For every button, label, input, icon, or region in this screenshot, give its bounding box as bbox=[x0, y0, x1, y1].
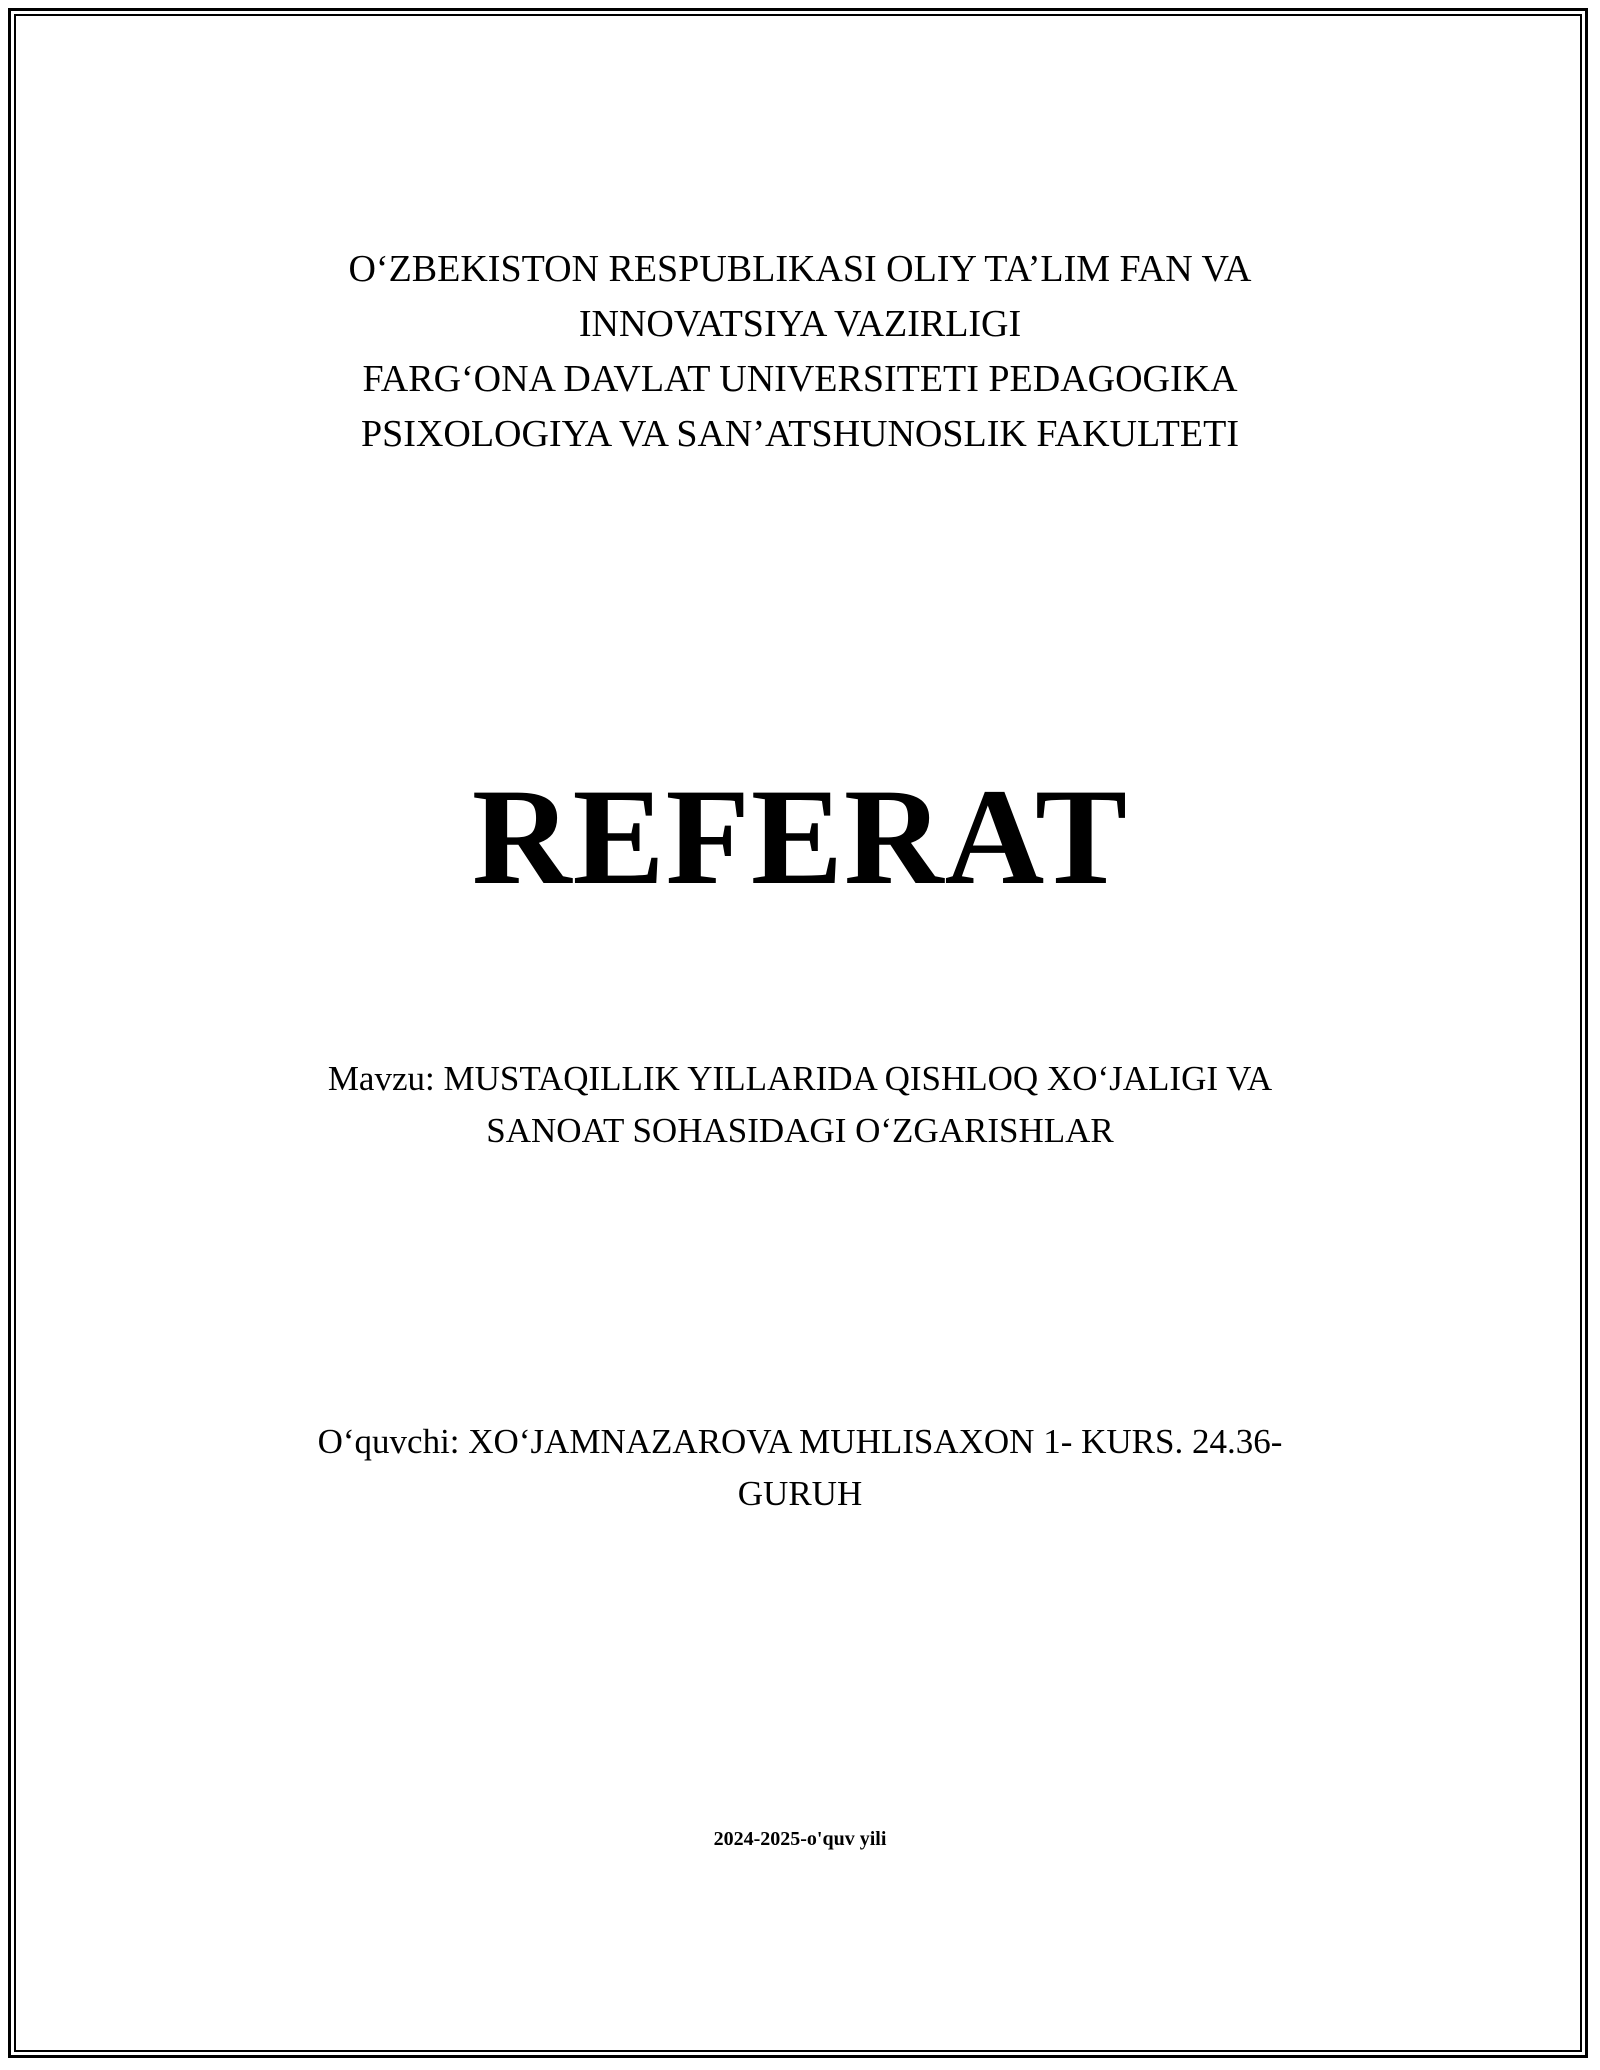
header-line: O‘ZBEKISTON RESPUBLIKASI OLIY TA’LIM FAN VA bbox=[348, 248, 1252, 290]
header-line: INNOVATSIYA VAZIRLIGI bbox=[578, 303, 1022, 345]
academic-year: 2024-2025-o'quv yili bbox=[713, 1828, 887, 1850]
header-line: PSIXOLOGIYA VA SAN’ATSHUNOSLIK FAKULTETI bbox=[361, 413, 1239, 455]
ministry-header bbox=[0, 242, 1600, 462]
student-line: GURUH bbox=[737, 1474, 863, 1513]
topic-line: Mavzu: MUSTAQILLIK YILLARIDA QISHLOQ XO‘JALIGI VA bbox=[327, 1059, 1273, 1098]
student-block bbox=[0, 1416, 1600, 1520]
header-line: FARG‘ONA DAVLAT UNIVERSITETI PEDAGOGIKA bbox=[362, 358, 1238, 400]
topic-block bbox=[0, 1053, 1600, 1157]
document-title: REFERAT bbox=[471, 760, 1129, 913]
topic-line: SANOAT SOHASIDAGI O‘ZGARISHLAR bbox=[486, 1111, 1114, 1150]
student-line: O‘quvchi: XO‘JAMNAZAROVA MUHLISAXON 1- KURS. 24.36- bbox=[317, 1422, 1283, 1461]
